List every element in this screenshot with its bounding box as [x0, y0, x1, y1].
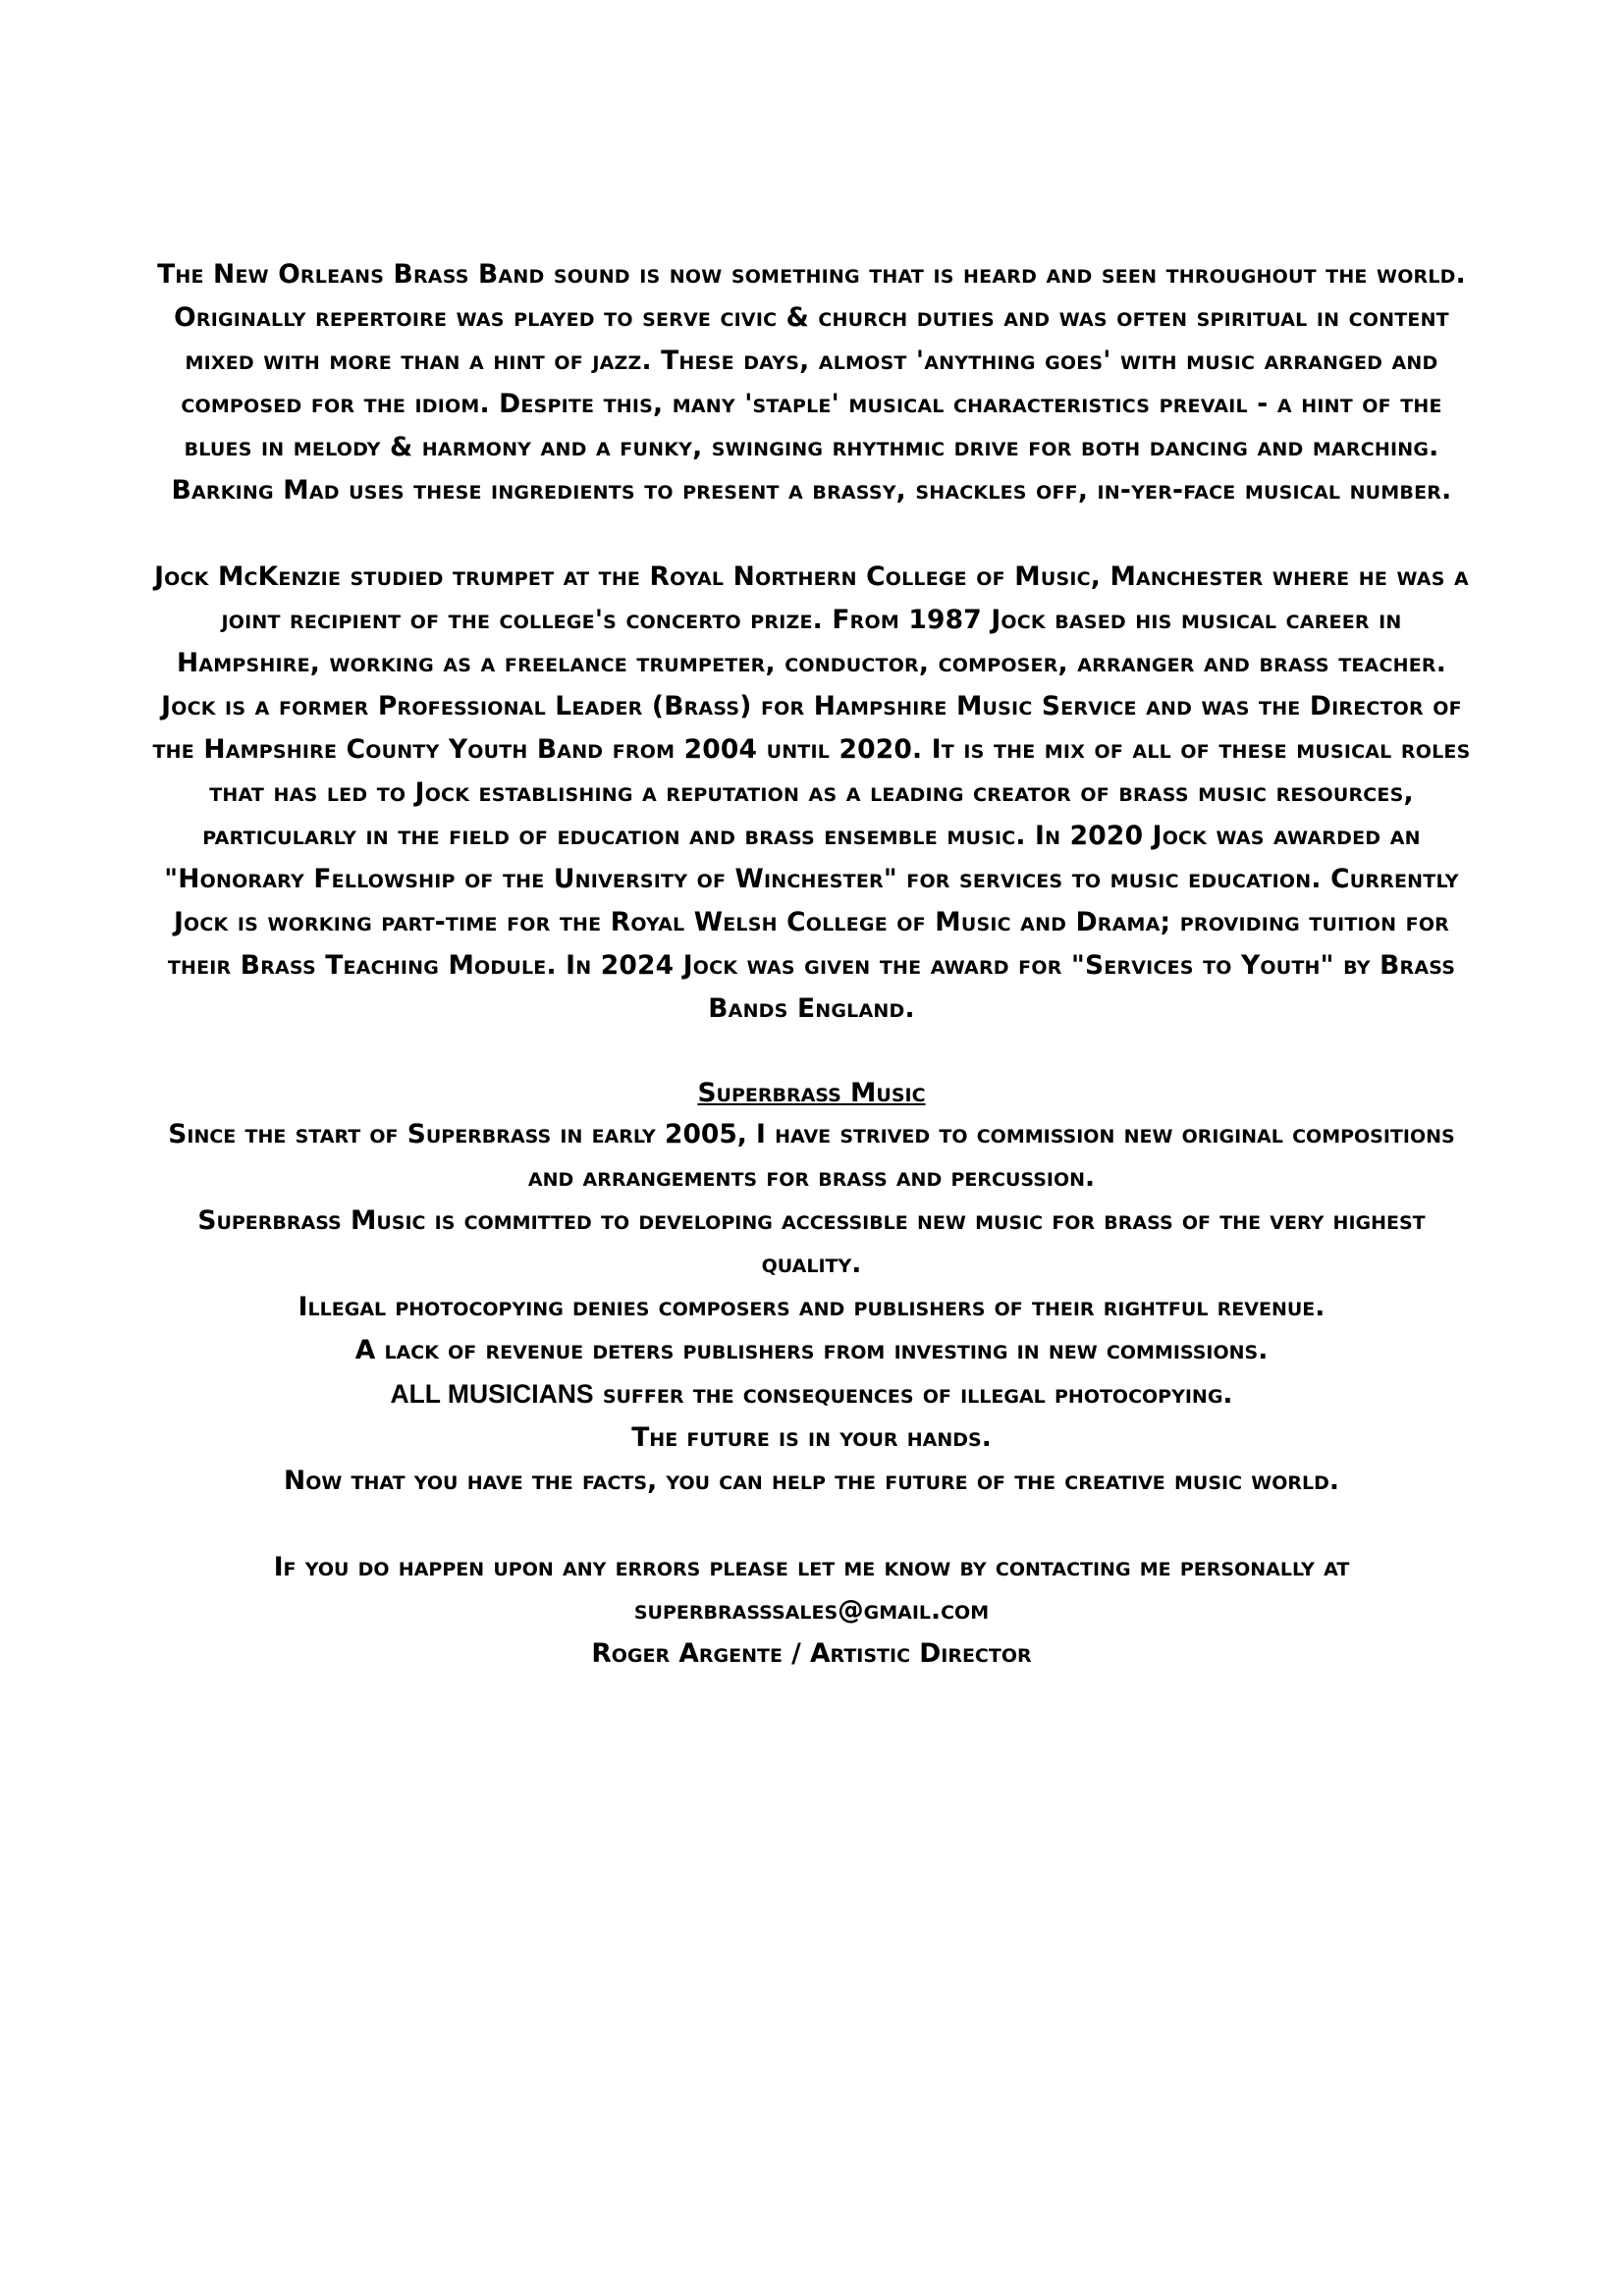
superbrass-line-5-rest: suffer the consequences of illegal photocopying.: [593, 1379, 1233, 1410]
biography-paragraph: Jock McKenzie studied trumpet at the Royal Northern College of Music, Manchester where he was a joint recipient of the college's concerto prize. From 1987 Jock based his musical career in Hampshire, working as a freelance trumpeter, conductor, composer, arranger and brass teacher. Jock is a former Professional Leader (Brass) for Hampshire Music Service and was the Director of the Hampshire County Youth Band from 2004 until 2020. It is the mix of all of these musical roles that has led to Jock establishing a reputation as a leading creator of brass music resources, particularly in the field of education and brass ensemble music. In 2020 Jock was awarded an "Honorary Fellowship of the University of Winchester" for services to music education. Currently Jock is working part-time for the Royal Welsh College of Music and Drama; providing tuition for their Brass Teaching Module. In 2024 Jock was given the award for "Services to Youth" by Brass Bands England.: [152, 561, 1471, 1024]
superbrass-line-3: Illegal photocopying denies composers and publishers of their rightful revenue.: [298, 1292, 1325, 1322]
signature: Roger Argente / Artistic Director: [591, 1638, 1032, 1669]
contact-section: [147, 1546, 1476, 1676]
superbrass-section: [147, 1113, 1476, 1503]
superbrass-section-title: Superbrass Music: [697, 1078, 926, 1108]
all-musicians-emphasis: ALL MUSICIANS: [390, 1379, 594, 1409]
superbrass-line-1: Since the start of Superbrass in early 2005, I have strived to commission new original compositions and arrangements for brass and percussion.: [168, 1119, 1455, 1193]
superbrass-line-4: A lack of revenue deters publishers from investing in new commissions.: [354, 1335, 1269, 1365]
contact-text: If you do happen upon any errors please let me know by contacting me personally at: [273, 1552, 1350, 1582]
superbrass-line-2: Superbrass Music is committed to developing accessible new music for brass of the very highest quality.: [197, 1205, 1426, 1279]
intro-paragraph: The New Orleans Brass Band sound is now something that is heard and seen throughout the world. Originally repertoire was played to serve civic & church duties and was often spiritual in content mixed with more than a hint of jazz. These days, almost 'anything goes' with music arranged and composed for the idiom. Despite this, many 'staple' musical characteristics prevail - a hint of the blues in melody & harmony and a funky, swinging rhythmic drive for both dancing and marching. Barking Mad uses these ingredients to present a brassy, shackles off, in-yer-face musical number.: [157, 259, 1466, 506]
superbrass-line-6: The future is in your hands.: [631, 1422, 992, 1453]
superbrass-line-5: [147, 1372, 1476, 1416]
superbrass-line-7: Now that you have the facts, you can help the future of the creative music world.: [284, 1466, 1339, 1496]
contact-email: superbrasssales@gmail.com: [633, 1595, 990, 1626]
document-page: [147, 253, 1476, 1676]
